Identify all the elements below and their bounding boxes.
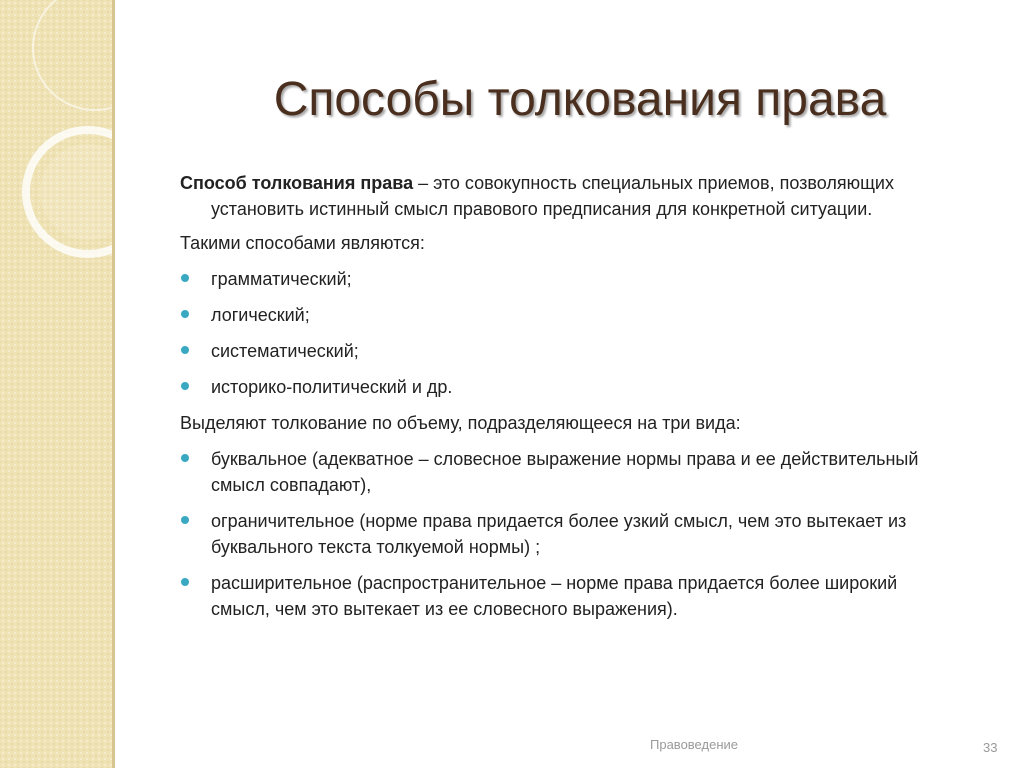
methods-list bbox=[180, 266, 920, 400]
bullet-dot-icon bbox=[181, 310, 189, 318]
bullet-dot-icon bbox=[181, 382, 189, 390]
bullet-dot-icon bbox=[181, 454, 189, 462]
bullet-dot-icon bbox=[181, 516, 189, 524]
list-item-text: логический; bbox=[211, 305, 310, 325]
list-item bbox=[180, 508, 920, 560]
bullet-dot-icon bbox=[181, 578, 189, 586]
list-item bbox=[180, 338, 920, 364]
slide-content bbox=[180, 170, 920, 632]
list-item-text: систематический; bbox=[211, 341, 359, 361]
scope-types-list bbox=[180, 446, 920, 622]
page-number: 33 bbox=[983, 740, 998, 755]
list-item bbox=[180, 570, 920, 622]
decorative-side-panel bbox=[0, 0, 112, 768]
bullet-dot-icon bbox=[181, 274, 189, 282]
definition-paragraph bbox=[180, 170, 920, 222]
list-item-text: грамматический; bbox=[211, 269, 352, 289]
methods-intro: Такими способами являются: bbox=[180, 233, 425, 253]
footer-subject: Правоведение bbox=[650, 737, 738, 752]
list-item-text: расширительное (распространительное – норме права придается более широкий смысл, чем это вытекает из ее словесного выражения). bbox=[211, 573, 898, 619]
list-item bbox=[180, 266, 920, 292]
scope-intro: Выделяют толкование по объему, подразделяющееся на три вида: bbox=[180, 413, 741, 433]
list-item bbox=[180, 374, 920, 400]
side-panel-edge bbox=[112, 0, 115, 768]
list-item bbox=[180, 302, 920, 328]
list-item-text: историко-политический и др. bbox=[211, 377, 453, 397]
list-item-text: буквальное (адекватное – словесное выражение нормы права и ее действительный смысл совпадают), bbox=[211, 449, 919, 495]
slide-title: Способы толкования права bbox=[273, 73, 887, 126]
bullet-dot-icon bbox=[181, 346, 189, 354]
list-item-text: ограничительное (норме права придается более узкий смысл, чем это вытекает из буквального текста толкуемой нормы) ; bbox=[211, 511, 907, 557]
definition-text: – это совокупность специальных приемов, позволяющих установить истинный смысл правового предписания для конкретной ситуации. bbox=[211, 173, 894, 219]
list-item bbox=[180, 446, 920, 498]
decorative-circles-icon bbox=[0, 0, 112, 768]
definition-term: Способ толкования права bbox=[180, 173, 414, 193]
